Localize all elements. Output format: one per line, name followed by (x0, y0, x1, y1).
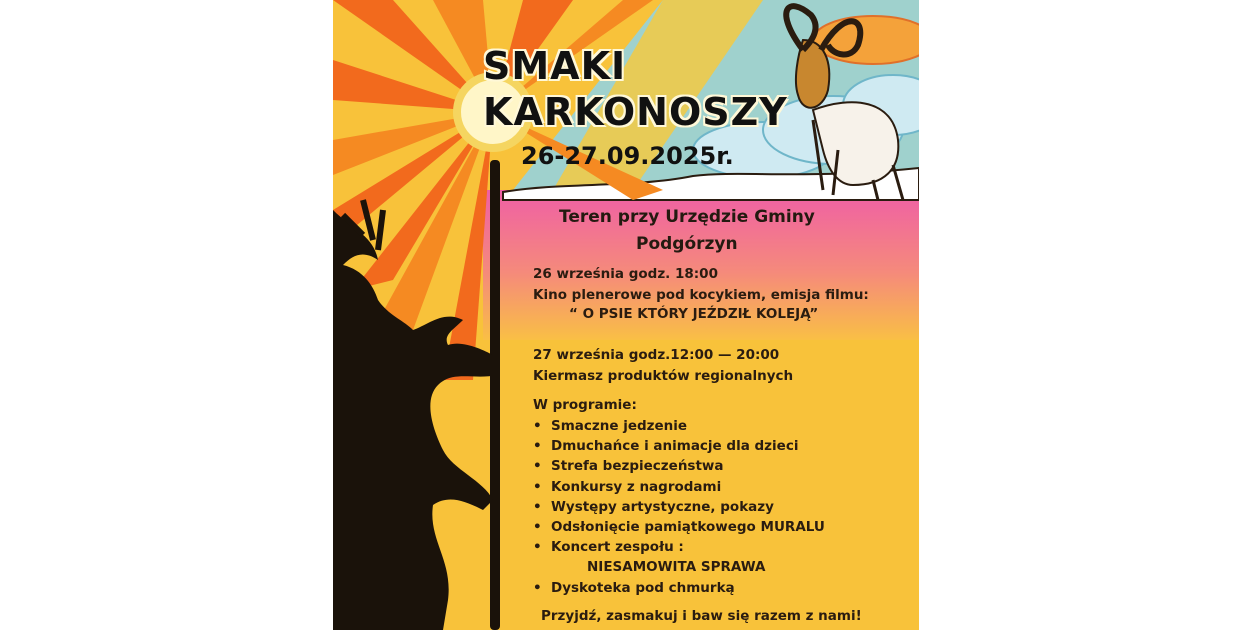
list-item: • Konkursy z nagrodami (533, 479, 825, 499)
band-name: NIESAMOWITA SPRAWA (587, 559, 766, 576)
day1-event: Kino plenerowe pod kocykiem, emisja filmu: (533, 287, 869, 303)
list-item: • Występy artystyczne, pokazy (533, 499, 825, 519)
venue-line-2: Podgórzyn (636, 234, 738, 254)
footer-invitation: Przyjdź, zasmakuj i baw się razem z nami! (541, 608, 862, 624)
day2-event: Kiermasz produktów regionalnych (533, 368, 794, 384)
day1-when: 26 września godz. 18:00 (533, 266, 718, 282)
list-item: • Odsłonięcie pamiątkowego MURALU (533, 519, 825, 539)
staff (490, 160, 500, 630)
list-item: • Strefa bezpieczeństwa (533, 458, 825, 478)
event-date: 26-27.09.2025r. (521, 142, 734, 170)
title-line-1: SMAKI (483, 44, 627, 88)
day2-when: 27 września godz.12:00 — 20:00 (533, 347, 780, 363)
program-list (533, 418, 825, 600)
venue-line-1: Teren przy Urzędzie Gminy (559, 207, 815, 227)
list-item: • Dmuchańce i animacje dla dzieci (533, 438, 825, 458)
event-poster (333, 0, 919, 630)
list-item: • Dyskoteka pod chmurką (533, 580, 825, 600)
list-item: • Smaczne jedzenie (533, 418, 825, 438)
title-line-2: KARKONOSZY (483, 90, 788, 134)
program-heading: W programie: (533, 397, 637, 413)
list-item: • Koncert zespołu : (533, 539, 825, 559)
day1-film-title: “ O PSIE KTÓRY JEŹDZIŁ KOLEJĄ” (569, 306, 819, 322)
